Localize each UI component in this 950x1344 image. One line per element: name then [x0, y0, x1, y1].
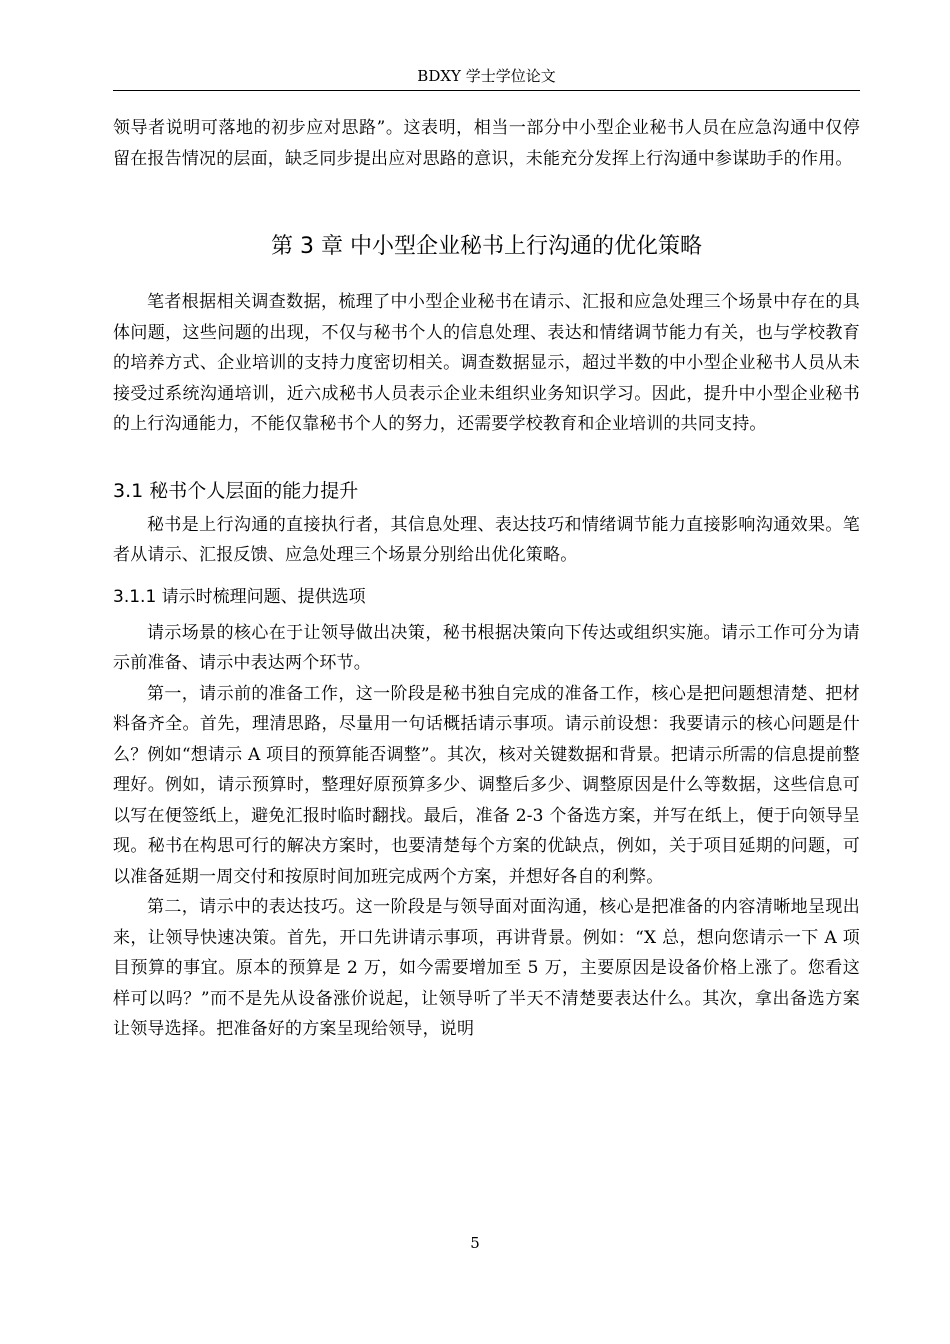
spacer [113, 174, 860, 232]
subsection-paragraph-2: 第一，请示前的准备工作，这一阶段是秘书独自完成的准备工作，核心是把问题想清楚、把材料备齐全。首先，理清思路，尽量用一句话概括请示事项。请示前设想：我要请示的核心问题是什么？例如“想请示 A 项目的预算能否调整”。其次，核对关键数据和背景。把请示所需的信息提前整理好。例如，请示预算时，整理好原预算多少、调整后多少、调整原因是什么等数据，这些信息可以写在便签纸上，避免汇报时临时翻找。最后，准备 2-3 个备选方案，并写在纸上，便于向领导呈现。秘书在构思可行的解决方案时，也要清楚每个方案的优缺点，例如，关于项目延期的问题，可以准备延期一周交付和按原时间加班完成两个方案，并想好各自的利弊。 [113, 683, 860, 887]
page-number: 5 [470, 1234, 480, 1252]
running-header: BDXY 学士学位论文 [417, 67, 556, 85]
spacer [113, 571, 860, 584]
section-paragraph: 秘书是上行沟通的直接执行者，其信息处理、表达技巧和情绪调节能力直接影响沟通效果。笔者从请示、汇报反馈、应急处理三个场景分别给出优化策略。 [113, 514, 860, 565]
subsection-paragraph-3: 第二，请示中的表达技巧。这一阶段是与领导面对面沟通，核心是把准备的内容清晰地呈现出来，让领导快速决策。首先，开口先讲请示事项，再讲背景。例如：“X 总，想向您请示一下 A 项目预算的事宜。原本的预算是 2 万，如今需要增加至 5 万，主要原因是设备价格上涨了。您看这样可以吗？”而不是先从设备涨价说起，让领导听了半天不清楚要表达什么。其次，拿出备选方案让领导选择。把准备好的方案呈现给领导，说明 [113, 897, 860, 1039]
section-title: 3.1 秘书个人层面的能力提升 [113, 479, 359, 502]
header-divider [113, 90, 860, 91]
spacer [113, 440, 860, 477]
spacer [113, 262, 860, 287]
page-body [113, 113, 860, 1045]
chapter-title: 第 3 章 中小型企业秘书上行沟通的优化策略 [271, 234, 702, 259]
intro-paragraph: 领导者说明可落地的初步应对思路”。这表明，相当一部分中小型企业秘书人员在应急沟通中仅停留在报告情况的层面，缺乏同步提出应对思路的意识，未能充分发挥上行沟通中参谋助手的作用。 [113, 118, 860, 169]
subsection-paragraph-1: 请示场景的核心在于让领导做出决策，秘书根据决策向下传达或组织实施。请示工作可分为请示前准备、请示中表达两个环节。 [113, 622, 860, 673]
chapter-paragraph: 笔者根据相关调查数据，梳理了中小型企业秘书在请示、汇报和应急处理三个场景中存在的具体问题，这些问题的出现，不仅与秘书个人的信息处理、表达和情绪调节能力有关，也与学校教育的培养方式、企业培训的支持力度密切相关。调查数据显示，超过半数的中小型企业秘书人员从未接受过系统沟通培训，近六成秘书人员表示企业未组织业务知识学习。因此，提升中小型企业秘书的上行沟通能力，不能仅靠秘书个人的努力，还需要学校教育和企业培训的共同支持。 [113, 292, 860, 434]
subsection-title: 3.1.1 请示时梳理问题、提供选项 [113, 586, 366, 607]
spacer [113, 610, 860, 618]
